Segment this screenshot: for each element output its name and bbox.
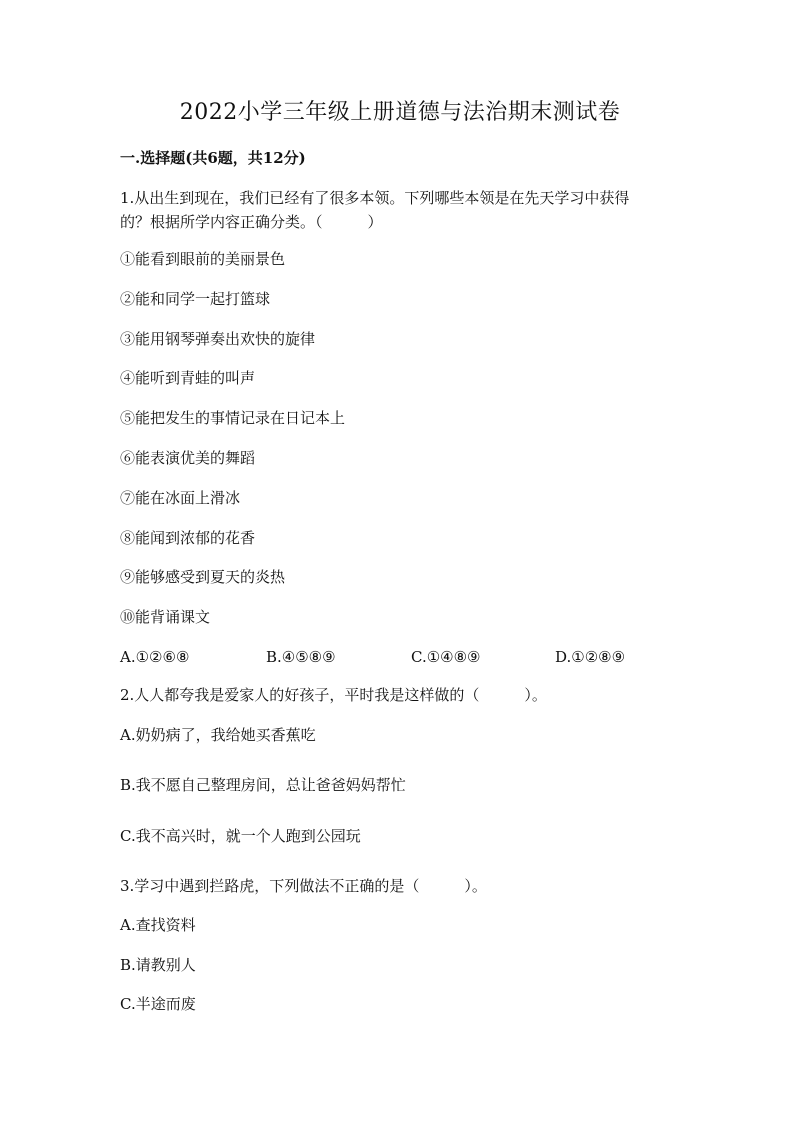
q1-item-5: ⑤能把发生的事情记录在日记本上 bbox=[120, 409, 346, 427]
question-1-stem-line-1: 1.从出生到现在，我们已经有了很多本领。下列哪些本领是在先天学习中获得 bbox=[120, 189, 630, 207]
exam-title: 2022小学三年级上册道德与法治期末测试卷 bbox=[179, 100, 621, 125]
q2-option-a[interactable]: A.奶奶病了，我给她买香蕉吃 bbox=[120, 726, 316, 744]
q1-item-10: ⑩能背诵课文 bbox=[120, 608, 211, 626]
question-1-stem bbox=[120, 186, 680, 234]
q1-option-c[interactable]: C.①④⑧⑨ bbox=[411, 648, 481, 666]
question-2-stem: 2.人人都夸我是爱家人的好孩子，平时我是这样做的（ ）。 bbox=[120, 686, 547, 704]
q1-item-2: ②能和同学一起打篮球 bbox=[120, 290, 271, 308]
question-3-stem: 3.学习中遇到拦路虎，下列做法不正确的是（ ）。 bbox=[120, 877, 487, 895]
q1-option-b[interactable]: B.④⑤⑧⑨ bbox=[266, 648, 336, 666]
q1-item-6: ⑥能表演优美的舞蹈 bbox=[120, 449, 256, 467]
q1-item-1: ①能看到眼前的美丽景色 bbox=[120, 250, 286, 268]
q3-option-c[interactable]: C.半途而废 bbox=[120, 995, 196, 1013]
q1-item-4: ④能听到青蛙的叫声 bbox=[120, 369, 256, 387]
q3-option-b[interactable]: B.请教别人 bbox=[120, 956, 196, 974]
q1-option-a[interactable]: A.①②⑥⑧ bbox=[120, 648, 190, 666]
q3-option-a[interactable]: A.查找资料 bbox=[120, 916, 196, 934]
q1-item-9: ⑨能够感受到夏天的炎热 bbox=[120, 568, 286, 586]
section-heading: 一.选择题(共6题，共12分) bbox=[120, 149, 306, 167]
q1-item-7: ⑦能在冰面上滑冰 bbox=[120, 489, 241, 507]
q1-item-8: ⑧能闻到浓郁的花香 bbox=[120, 529, 256, 547]
q1-item-3: ③能用钢琴弹奏出欢快的旋律 bbox=[120, 330, 316, 348]
q2-option-c[interactable]: C.我不高兴时，就一个人跑到公园玩 bbox=[120, 827, 361, 845]
q2-option-b[interactable]: B.我不愿自己整理房间，总让爸爸妈妈帮忙 bbox=[120, 776, 406, 794]
q1-options bbox=[120, 645, 680, 669]
q1-option-d[interactable]: D.①②⑧⑨ bbox=[555, 648, 626, 666]
question-1-stem-line-2: 的？根据所学内容正确分类。（ ） bbox=[120, 213, 383, 231]
